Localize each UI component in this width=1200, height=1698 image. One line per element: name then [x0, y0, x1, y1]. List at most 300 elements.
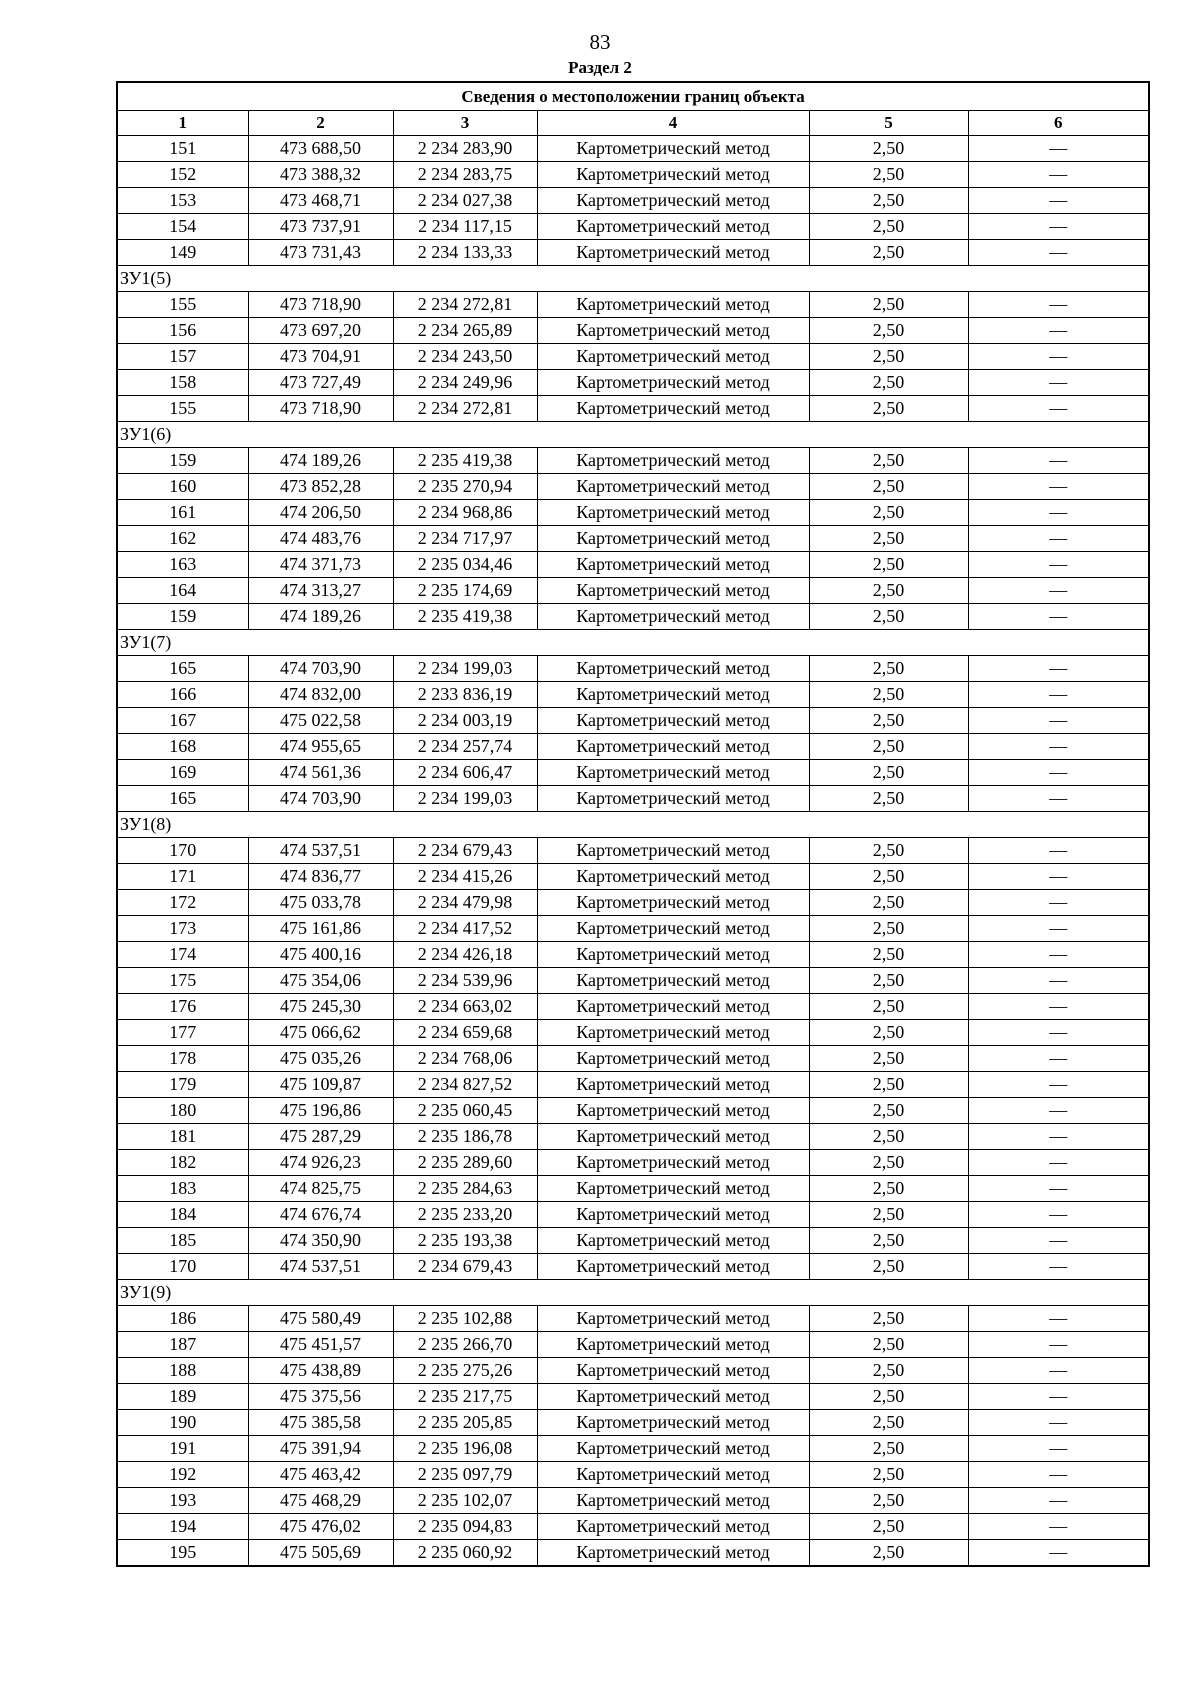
note-cell: —	[968, 318, 1149, 344]
note-cell: —	[968, 240, 1149, 266]
point-number-cell: 168	[117, 734, 248, 760]
method-cell: Картометрический метод	[537, 968, 809, 994]
table-row	[117, 1514, 1149, 1540]
method-cell: Картометрический метод	[537, 526, 809, 552]
table-row	[117, 240, 1149, 266]
table-caption-row	[117, 82, 1149, 111]
accuracy-cell: 2,50	[809, 526, 968, 552]
table-row	[117, 474, 1149, 500]
y-coordinate-cell: 2 234 249,96	[393, 370, 537, 396]
note-cell: —	[968, 1384, 1149, 1410]
column-number: 1	[117, 111, 248, 136]
point-number-cell: 189	[117, 1384, 248, 1410]
x-coordinate-cell: 475 161,86	[248, 916, 393, 942]
accuracy-cell: 2,50	[809, 838, 968, 864]
table-row	[117, 396, 1149, 422]
accuracy-cell: 2,50	[809, 1150, 968, 1176]
table-row	[117, 890, 1149, 916]
point-number-cell: 184	[117, 1202, 248, 1228]
note-cell: —	[968, 708, 1149, 734]
method-cell: Картометрический метод	[537, 734, 809, 760]
x-coordinate-cell: 474 313,27	[248, 578, 393, 604]
method-cell: Картометрический метод	[537, 474, 809, 500]
x-coordinate-cell: 473 731,43	[248, 240, 393, 266]
accuracy-cell: 2,50	[809, 1540, 968, 1567]
point-number-cell: 176	[117, 994, 248, 1020]
method-cell: Картометрический метод	[537, 1254, 809, 1280]
accuracy-cell: 2,50	[809, 1436, 968, 1462]
note-cell: —	[968, 344, 1149, 370]
point-number-cell: 188	[117, 1358, 248, 1384]
point-number-cell: 178	[117, 1046, 248, 1072]
x-coordinate-cell: 474 189,26	[248, 604, 393, 630]
method-cell: Картометрический метод	[537, 838, 809, 864]
point-number-cell: 192	[117, 1462, 248, 1488]
y-coordinate-cell: 2 234 539,96	[393, 968, 537, 994]
table-row	[117, 578, 1149, 604]
x-coordinate-cell: 474 537,51	[248, 1254, 393, 1280]
method-cell: Картометрический метод	[537, 240, 809, 266]
y-coordinate-cell: 2 235 186,78	[393, 1124, 537, 1150]
accuracy-cell: 2,50	[809, 188, 968, 214]
x-coordinate-cell: 473 718,90	[248, 396, 393, 422]
y-coordinate-cell: 2 235 217,75	[393, 1384, 537, 1410]
method-cell: Картометрический метод	[537, 292, 809, 318]
method-cell: Картометрический метод	[537, 1046, 809, 1072]
accuracy-cell: 2,50	[809, 682, 968, 708]
y-coordinate-cell: 2 235 097,79	[393, 1462, 537, 1488]
column-number-row	[117, 111, 1149, 136]
note-cell: —	[968, 370, 1149, 396]
x-coordinate-cell: 473 727,49	[248, 370, 393, 396]
method-cell: Картометрический метод	[537, 396, 809, 422]
x-coordinate-cell: 474 703,90	[248, 656, 393, 682]
accuracy-cell: 2,50	[809, 916, 968, 942]
note-cell: —	[968, 292, 1149, 318]
x-coordinate-cell: 475 476,02	[248, 1514, 393, 1540]
x-coordinate-cell: 475 033,78	[248, 890, 393, 916]
note-cell: —	[968, 448, 1149, 474]
y-coordinate-cell: 2 235 102,07	[393, 1488, 537, 1514]
note-cell: —	[968, 1098, 1149, 1124]
accuracy-cell: 2,50	[809, 786, 968, 812]
y-coordinate-cell: 2 234 717,97	[393, 526, 537, 552]
method-cell: Картометрический метод	[537, 1488, 809, 1514]
point-number-cell: 182	[117, 1150, 248, 1176]
table-row	[117, 1072, 1149, 1098]
table-row	[117, 1254, 1149, 1280]
note-cell: —	[968, 474, 1149, 500]
point-number-cell: 155	[117, 396, 248, 422]
y-coordinate-cell: 2 234 117,15	[393, 214, 537, 240]
table-caption: Сведения о местоположении границ объекта	[117, 82, 1149, 111]
note-cell: —	[968, 1202, 1149, 1228]
x-coordinate-cell: 474 955,65	[248, 734, 393, 760]
table-row	[117, 500, 1149, 526]
table-row	[117, 552, 1149, 578]
table-row	[117, 656, 1149, 682]
point-number-cell: 181	[117, 1124, 248, 1150]
table-row	[117, 162, 1149, 188]
y-coordinate-cell: 2 235 102,88	[393, 1306, 537, 1332]
method-cell: Картометрический метод	[537, 1358, 809, 1384]
point-number-cell: 165	[117, 786, 248, 812]
x-coordinate-cell: 475 463,42	[248, 1462, 393, 1488]
method-cell: Картометрический метод	[537, 708, 809, 734]
accuracy-cell: 2,50	[809, 344, 968, 370]
table-row	[117, 1410, 1149, 1436]
y-coordinate-cell: 2 234 003,19	[393, 708, 537, 734]
note-cell: —	[968, 942, 1149, 968]
accuracy-cell: 2,50	[809, 604, 968, 630]
x-coordinate-cell: 473 688,50	[248, 136, 393, 162]
note-cell: —	[968, 1020, 1149, 1046]
table-row	[117, 864, 1149, 890]
table-row	[117, 1358, 1149, 1384]
method-cell: Картометрический метод	[537, 1514, 809, 1540]
table-row	[117, 1124, 1149, 1150]
accuracy-cell: 2,50	[809, 370, 968, 396]
table-row	[117, 1436, 1149, 1462]
table-row	[117, 1176, 1149, 1202]
table-row	[117, 1202, 1149, 1228]
accuracy-cell: 2,50	[809, 1332, 968, 1358]
note-cell: —	[968, 552, 1149, 578]
point-number-cell: 160	[117, 474, 248, 500]
note-cell: —	[968, 786, 1149, 812]
table-row	[117, 344, 1149, 370]
x-coordinate-cell: 475 245,30	[248, 994, 393, 1020]
point-number-cell: 193	[117, 1488, 248, 1514]
point-number-cell: 154	[117, 214, 248, 240]
note-cell: —	[968, 1436, 1149, 1462]
parcel-group-label: ЗУ1(9)	[117, 1280, 1149, 1306]
accuracy-cell: 2,50	[809, 240, 968, 266]
method-cell: Картометрический метод	[537, 318, 809, 344]
x-coordinate-cell: 475 066,62	[248, 1020, 393, 1046]
table-row	[117, 1540, 1149, 1567]
x-coordinate-cell: 475 451,57	[248, 1332, 393, 1358]
point-number-cell: 171	[117, 864, 248, 890]
y-coordinate-cell: 2 235 196,08	[393, 1436, 537, 1462]
note-cell: —	[968, 838, 1149, 864]
y-coordinate-cell: 2 234 606,47	[393, 760, 537, 786]
point-number-cell: 151	[117, 136, 248, 162]
column-number: 6	[968, 111, 1149, 136]
method-cell: Картометрический метод	[537, 786, 809, 812]
x-coordinate-cell: 474 703,90	[248, 786, 393, 812]
point-number-cell: 190	[117, 1410, 248, 1436]
x-coordinate-cell: 474 537,51	[248, 838, 393, 864]
accuracy-cell: 2,50	[809, 968, 968, 994]
accuracy-cell: 2,50	[809, 1410, 968, 1436]
y-coordinate-cell: 2 235 289,60	[393, 1150, 537, 1176]
accuracy-cell: 2,50	[809, 1462, 968, 1488]
y-coordinate-cell: 2 235 174,69	[393, 578, 537, 604]
accuracy-cell: 2,50	[809, 1098, 968, 1124]
accuracy-cell: 2,50	[809, 396, 968, 422]
note-cell: —	[968, 1176, 1149, 1202]
x-coordinate-cell: 475 287,29	[248, 1124, 393, 1150]
point-number-cell: 179	[117, 1072, 248, 1098]
y-coordinate-cell: 2 234 272,81	[393, 396, 537, 422]
note-cell: —	[968, 396, 1149, 422]
accuracy-cell: 2,50	[809, 292, 968, 318]
parcel-group-label: ЗУ1(6)	[117, 422, 1149, 448]
accuracy-cell: 2,50	[809, 760, 968, 786]
method-cell: Картометрический метод	[537, 994, 809, 1020]
point-number-cell: 174	[117, 942, 248, 968]
x-coordinate-cell: 473 388,32	[248, 162, 393, 188]
x-coordinate-cell: 474 189,26	[248, 448, 393, 474]
method-cell: Картометрический метод	[537, 370, 809, 396]
table-row	[117, 188, 1149, 214]
method-cell: Картометрический метод	[537, 578, 809, 604]
point-number-cell: 185	[117, 1228, 248, 1254]
parcel-group-row	[117, 630, 1149, 656]
accuracy-cell: 2,50	[809, 162, 968, 188]
parcel-group-label: ЗУ1(7)	[117, 630, 1149, 656]
x-coordinate-cell: 475 468,29	[248, 1488, 393, 1514]
x-coordinate-cell: 473 704,91	[248, 344, 393, 370]
accuracy-cell: 2,50	[809, 136, 968, 162]
method-cell: Картометрический метод	[537, 942, 809, 968]
y-coordinate-cell: 2 234 272,81	[393, 292, 537, 318]
method-cell: Картометрический метод	[537, 1176, 809, 1202]
note-cell: —	[968, 1124, 1149, 1150]
note-cell: —	[968, 968, 1149, 994]
x-coordinate-cell: 474 371,73	[248, 552, 393, 578]
table-row	[117, 942, 1149, 968]
table-row	[117, 136, 1149, 162]
method-cell: Картометрический метод	[537, 552, 809, 578]
x-coordinate-cell: 474 206,50	[248, 500, 393, 526]
accuracy-cell: 2,50	[809, 1202, 968, 1228]
page-number: 83	[589, 30, 611, 54]
column-number: 4	[537, 111, 809, 136]
parcel-group-label: ЗУ1(5)	[117, 266, 1149, 292]
method-cell: Картометрический метод	[537, 344, 809, 370]
table-row	[117, 526, 1149, 552]
x-coordinate-cell: 475 022,58	[248, 708, 393, 734]
table-row	[117, 786, 1149, 812]
table-row	[117, 604, 1149, 630]
note-cell: —	[968, 500, 1149, 526]
y-coordinate-cell: 2 234 243,50	[393, 344, 537, 370]
y-coordinate-cell: 2 235 284,63	[393, 1176, 537, 1202]
method-cell: Картометрический метод	[537, 136, 809, 162]
point-number-cell: 167	[117, 708, 248, 734]
table-row	[117, 318, 1149, 344]
method-cell: Картометрический метод	[537, 682, 809, 708]
x-coordinate-cell: 475 400,16	[248, 942, 393, 968]
accuracy-cell: 2,50	[809, 474, 968, 500]
accuracy-cell: 2,50	[809, 552, 968, 578]
note-cell: —	[968, 760, 1149, 786]
method-cell: Картометрический метод	[537, 1124, 809, 1150]
method-cell: Картометрический метод	[537, 1410, 809, 1436]
x-coordinate-cell: 474 825,75	[248, 1176, 393, 1202]
point-number-cell: 166	[117, 682, 248, 708]
note-cell: —	[968, 214, 1149, 240]
y-coordinate-cell: 2 233 836,19	[393, 682, 537, 708]
y-coordinate-cell: 2 234 426,18	[393, 942, 537, 968]
method-cell: Картометрический метод	[537, 162, 809, 188]
table-row	[117, 916, 1149, 942]
y-coordinate-cell: 2 234 679,43	[393, 1254, 537, 1280]
y-coordinate-cell: 2 234 659,68	[393, 1020, 537, 1046]
point-number-cell: 194	[117, 1514, 248, 1540]
section-title: Раздел 2	[568, 58, 632, 77]
y-coordinate-cell: 2 234 479,98	[393, 890, 537, 916]
y-coordinate-cell: 2 235 419,38	[393, 448, 537, 474]
point-number-cell: 153	[117, 188, 248, 214]
x-coordinate-cell: 475 385,58	[248, 1410, 393, 1436]
y-coordinate-cell: 2 234 827,52	[393, 1072, 537, 1098]
x-coordinate-cell: 475 580,49	[248, 1306, 393, 1332]
method-cell: Картометрический метод	[537, 1202, 809, 1228]
method-cell: Картометрический метод	[537, 1462, 809, 1488]
point-number-cell: 180	[117, 1098, 248, 1124]
method-cell: Картометрический метод	[537, 1332, 809, 1358]
note-cell: —	[968, 1046, 1149, 1072]
method-cell: Картометрический метод	[537, 1150, 809, 1176]
y-coordinate-cell: 2 234 283,75	[393, 162, 537, 188]
point-number-cell: 170	[117, 838, 248, 864]
point-number-cell: 156	[117, 318, 248, 344]
accuracy-cell: 2,50	[809, 1488, 968, 1514]
point-number-cell: 172	[117, 890, 248, 916]
note-cell: —	[968, 890, 1149, 916]
table-row	[117, 1020, 1149, 1046]
note-cell: —	[968, 162, 1149, 188]
table-row	[117, 838, 1149, 864]
note-cell: —	[968, 136, 1149, 162]
accuracy-cell: 2,50	[809, 1020, 968, 1046]
y-coordinate-cell: 2 234 027,38	[393, 188, 537, 214]
x-coordinate-cell: 475 505,69	[248, 1540, 393, 1567]
x-coordinate-cell: 475 391,94	[248, 1436, 393, 1462]
accuracy-cell: 2,50	[809, 1072, 968, 1098]
x-coordinate-cell: 473 697,20	[248, 318, 393, 344]
y-coordinate-cell: 2 234 199,03	[393, 786, 537, 812]
note-cell: —	[968, 604, 1149, 630]
note-cell: —	[968, 1462, 1149, 1488]
x-coordinate-cell: 474 483,76	[248, 526, 393, 552]
accuracy-cell: 2,50	[809, 1176, 968, 1202]
table-row	[117, 968, 1149, 994]
method-cell: Картометрический метод	[537, 1384, 809, 1410]
y-coordinate-cell: 2 235 275,26	[393, 1358, 537, 1384]
method-cell: Картометрический метод	[537, 188, 809, 214]
method-cell: Картометрический метод	[537, 214, 809, 240]
table-row	[117, 370, 1149, 396]
table-row	[117, 734, 1149, 760]
parcel-group-label: ЗУ1(8)	[117, 812, 1149, 838]
table-row	[117, 292, 1149, 318]
method-cell: Картометрический метод	[537, 1540, 809, 1567]
point-number-cell: 177	[117, 1020, 248, 1046]
accuracy-cell: 2,50	[809, 994, 968, 1020]
accuracy-cell: 2,50	[809, 942, 968, 968]
method-cell: Картометрический метод	[537, 1072, 809, 1098]
y-coordinate-cell: 2 234 679,43	[393, 838, 537, 864]
x-coordinate-cell: 475 196,86	[248, 1098, 393, 1124]
y-coordinate-cell: 2 235 060,45	[393, 1098, 537, 1124]
point-number-cell: 163	[117, 552, 248, 578]
accuracy-cell: 2,50	[809, 864, 968, 890]
y-coordinate-cell: 2 235 094,83	[393, 1514, 537, 1540]
y-coordinate-cell: 2 234 283,90	[393, 136, 537, 162]
accuracy-cell: 2,50	[809, 656, 968, 682]
method-cell: Картометрический метод	[537, 656, 809, 682]
point-number-cell: 159	[117, 604, 248, 630]
x-coordinate-cell: 475 354,06	[248, 968, 393, 994]
note-cell: —	[968, 916, 1149, 942]
method-cell: Картометрический метод	[537, 1436, 809, 1462]
point-number-cell: 186	[117, 1306, 248, 1332]
method-cell: Картометрический метод	[537, 864, 809, 890]
x-coordinate-cell: 474 836,77	[248, 864, 393, 890]
accuracy-cell: 2,50	[809, 1228, 968, 1254]
x-coordinate-cell: 475 035,26	[248, 1046, 393, 1072]
note-cell: —	[968, 1514, 1149, 1540]
point-number-cell: 162	[117, 526, 248, 552]
table-row	[117, 1046, 1149, 1072]
table-row	[117, 1332, 1149, 1358]
accuracy-cell: 2,50	[809, 1514, 968, 1540]
note-cell: —	[968, 526, 1149, 552]
parcel-group-row	[117, 1280, 1149, 1306]
method-cell: Картометрический метод	[537, 760, 809, 786]
point-number-cell: 191	[117, 1436, 248, 1462]
note-cell: —	[968, 1254, 1149, 1280]
table-row	[117, 1384, 1149, 1410]
table-row	[117, 760, 1149, 786]
note-cell: —	[968, 188, 1149, 214]
x-coordinate-cell: 474 350,90	[248, 1228, 393, 1254]
accuracy-cell: 2,50	[809, 318, 968, 344]
method-cell: Картометрический метод	[537, 448, 809, 474]
method-cell: Картометрический метод	[537, 1306, 809, 1332]
point-number-cell: 157	[117, 344, 248, 370]
table-row	[117, 1228, 1149, 1254]
table-row	[117, 1150, 1149, 1176]
y-coordinate-cell: 2 235 205,85	[393, 1410, 537, 1436]
note-cell: —	[968, 1072, 1149, 1098]
note-cell: —	[968, 682, 1149, 708]
point-number-cell: 187	[117, 1332, 248, 1358]
column-number: 3	[393, 111, 537, 136]
note-cell: —	[968, 656, 1149, 682]
x-coordinate-cell: 473 737,91	[248, 214, 393, 240]
method-cell: Картометрический метод	[537, 890, 809, 916]
point-number-cell: 158	[117, 370, 248, 396]
x-coordinate-cell: 473 852,28	[248, 474, 393, 500]
accuracy-cell: 2,50	[809, 1306, 968, 1332]
y-coordinate-cell: 2 234 768,06	[393, 1046, 537, 1072]
y-coordinate-cell: 2 235 266,70	[393, 1332, 537, 1358]
accuracy-cell: 2,50	[809, 214, 968, 240]
table-row	[117, 708, 1149, 734]
table-row	[117, 1488, 1149, 1514]
y-coordinate-cell: 2 234 663,02	[393, 994, 537, 1020]
y-coordinate-cell: 2 235 419,38	[393, 604, 537, 630]
y-coordinate-cell: 2 235 193,38	[393, 1228, 537, 1254]
accuracy-cell: 2,50	[809, 1358, 968, 1384]
x-coordinate-cell: 475 438,89	[248, 1358, 393, 1384]
point-number-cell: 175	[117, 968, 248, 994]
